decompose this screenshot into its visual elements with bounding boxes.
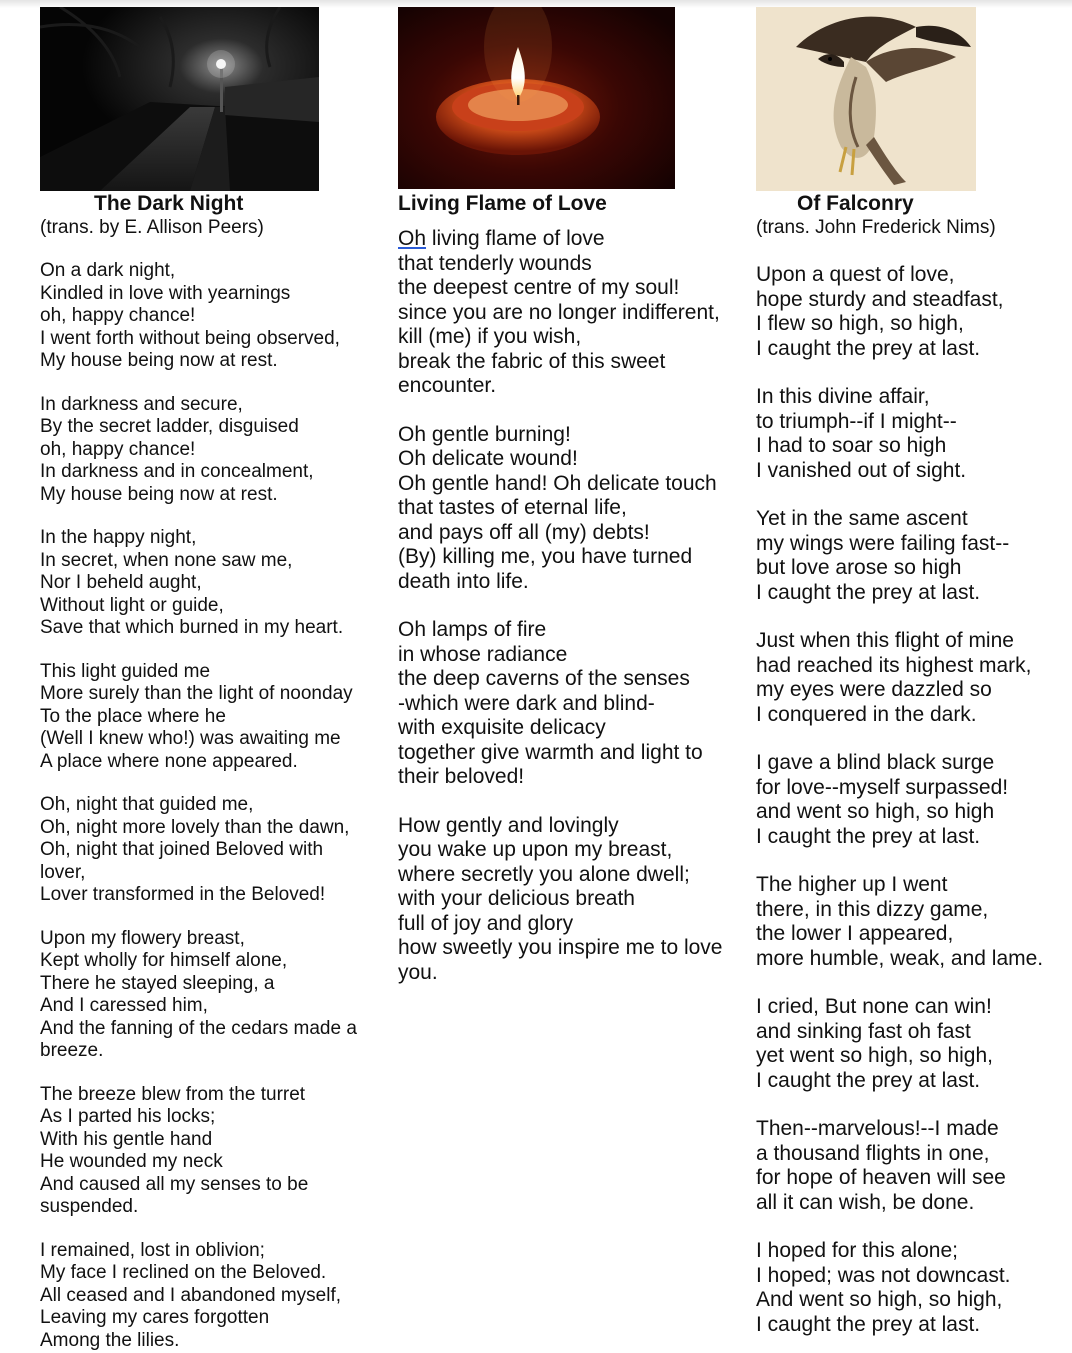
- poem-line: for love--myself surpassed!: [756, 775, 1009, 799]
- poem-line: Lover transformed in the Beloved!: [40, 884, 326, 905]
- poem-line: I hoped for this alone;: [756, 1239, 958, 1262]
- poem-line: (Well I knew who!) was awaiting me: [40, 728, 341, 749]
- poem-line: that tastes of eternal life,: [398, 496, 627, 519]
- poem-line: Oh, night that joined Beloved with: [40, 839, 324, 860]
- poem-line: My house being now at rest.: [40, 483, 278, 505]
- stanza: [398, 618, 743, 790]
- translator-credit: (trans. by E. Allison Peers): [40, 217, 264, 238]
- poem-line: how sweetly you inspire me to love: [398, 936, 723, 959]
- poem-line: where secretly you alone dwell;: [398, 862, 690, 886]
- poem-line: break the fabric of this sweet: [398, 349, 666, 373]
- poem-line: To the place where he: [40, 705, 226, 727]
- stanza: [40, 394, 380, 507]
- poem-line: you wake up upon my breast,: [398, 838, 673, 861]
- poem-line: and sinking fast oh fast: [756, 1019, 971, 1043]
- first-line-rest: living flame of love: [426, 227, 605, 250]
- poem-line: yet went so high, so high,: [756, 1044, 993, 1067]
- poem-line: all it can wish, be done.: [756, 1190, 975, 1214]
- poem-line: Just when this flight of mine: [756, 629, 1014, 652]
- poem-line: I caught the prey at last.: [756, 580, 981, 604]
- poem-line: With his gentle hand: [40, 1128, 213, 1150]
- poem-line: There he stayed sleeping, a: [40, 972, 275, 994]
- poem-line: I flew so high, so high,: [756, 312, 964, 335]
- poem-line: since you are no longer indifferent,: [398, 300, 720, 324]
- stanza: [756, 507, 1061, 605]
- poem-title: Of Falconry: [797, 192, 914, 215]
- stanza: [40, 794, 380, 907]
- falcon-illustration: [756, 7, 976, 191]
- poem-line: that tenderly wounds: [398, 251, 592, 275]
- poem-line: -which were dark and blind-: [398, 691, 655, 715]
- poem-line: Oh delicate wound!: [398, 447, 578, 470]
- poem-line: (By) killing me, you have turned: [398, 545, 693, 568]
- poem-line: kill (me) if you wish,: [398, 325, 582, 348]
- poem-line: Kept wholly for himself alone,: [40, 950, 288, 971]
- poem-line: The higher up I went: [756, 873, 948, 896]
- stanza: [756, 385, 1061, 483]
- candle-flame-bowl-photo: [398, 7, 675, 189]
- poem-line: in whose radiance: [398, 642, 568, 666]
- poem-line: I had to soar so high: [756, 434, 947, 457]
- poem-line: together give warmth and light to: [398, 740, 703, 764]
- poem-line: the deep caverns of the senses: [398, 667, 690, 690]
- poem-line: Upon my flowery breast,: [40, 927, 245, 949]
- poem-line: Leaving my cares forgotten: [40, 1307, 270, 1328]
- poem-line: full of joy and glory: [398, 911, 574, 935]
- poem-line: and went so high, so high: [756, 800, 995, 823]
- poem-title: The Dark Night: [94, 192, 244, 215]
- poem-line: And the fanning of the cedars made a: [40, 1017, 357, 1039]
- poem-line: Oh lamps of fire: [398, 618, 547, 641]
- poem-line: but love arose so high: [756, 556, 962, 579]
- poem-line: death into life.: [398, 569, 529, 593]
- poem-line: In secret, when none saw me,: [40, 549, 293, 571]
- poem-line: the lower I appeared,: [756, 922, 954, 945]
- poem-line: Kindled in love with yearnings: [40, 282, 291, 304]
- poem-line: Oh gentle hand! Oh delicate touch: [398, 471, 717, 495]
- stanza: [40, 1240, 380, 1353]
- poem-line: And I caressed him,: [40, 995, 208, 1016]
- poem-line: the deepest centre of my soul!: [398, 276, 680, 299]
- poem-line: their beloved!: [398, 765, 525, 788]
- stanza: [40, 260, 380, 373]
- poem-line: I caught the prey at last.: [756, 1068, 981, 1092]
- poem-line: This light guided me: [40, 660, 211, 682]
- poem-line: Yet in the same ascent: [756, 507, 968, 530]
- poem-line: for hope of heaven will see: [756, 1166, 1006, 1189]
- stanza: [756, 263, 1061, 361]
- poem-line: How gently and lovingly: [398, 813, 619, 837]
- poem-line: By the secret ladder, disguised: [40, 416, 299, 437]
- stanza: [756, 873, 1061, 971]
- poem-line: As I parted his locks;: [40, 1106, 216, 1127]
- poem-line: And caused all my senses to be: [40, 1173, 309, 1195]
- poem-body: [398, 252, 743, 986]
- poem-line: On a dark night,: [40, 260, 176, 281]
- poem-line: I went forth without being observed,: [40, 327, 340, 349]
- poem-line: hope sturdy and steadfast,: [756, 287, 1004, 311]
- poem-line: My house being now at rest.: [40, 350, 278, 371]
- poem-line: A place where none appeared.: [40, 750, 298, 772]
- poem-line: I caught the prey at last.: [756, 336, 981, 360]
- poem-line: More surely than the light of noonday: [40, 683, 353, 704]
- poem-living-flame: [398, 7, 743, 985]
- first-line: [398, 227, 743, 252]
- poem-line: I gave a blind black surge: [756, 751, 995, 774]
- poem-line: I caught the prey at last.: [756, 1312, 981, 1336]
- poem-line: In darkness and in concealment,: [40, 461, 314, 482]
- poem-line: The breeze blew from the turret: [40, 1083, 306, 1105]
- poem-line: In the happy night,: [40, 527, 197, 548]
- stanza: [40, 661, 380, 774]
- poem-line: you.: [398, 960, 438, 984]
- stanza: [756, 1117, 1061, 1215]
- poem-line: oh, happy chance!: [40, 438, 196, 460]
- poem-line: Nor I beheld aught,: [40, 572, 202, 593]
- poem-line: I remained, lost in oblivion;: [40, 1239, 265, 1261]
- poem-line: Upon a quest of love,: [756, 263, 955, 286]
- poem-line: with exquisite delicacy: [398, 716, 606, 739]
- poem-line: I conquered in the dark.: [756, 702, 977, 726]
- poem-dark-night: [40, 7, 380, 1352]
- poem-line: Oh, night that guided me,: [40, 794, 254, 815]
- poem-line: more humble, weak, and lame.: [756, 946, 1044, 970]
- poem-line: to triumph--if I might--: [756, 409, 957, 433]
- stanza: [398, 252, 743, 399]
- poem-line: All ceased and I abandoned myself,: [40, 1284, 342, 1306]
- poem-line: My face I reclined on the Beloved.: [40, 1262, 327, 1283]
- poem-line: breeze.: [40, 1040, 104, 1061]
- stanza: [40, 1084, 380, 1219]
- poem-line: I hoped; was not downcast.: [756, 1263, 1011, 1287]
- poem-line: lover,: [40, 861, 86, 883]
- poem-line: I caught the prey at last.: [756, 824, 981, 848]
- poem-line: Save that which burned in my heart.: [40, 617, 344, 638]
- stanza: [40, 928, 380, 1063]
- poem-line: with your delicious breath: [398, 887, 635, 910]
- poem-line: suspended.: [40, 1196, 139, 1217]
- poem-title: Living Flame of Love: [398, 192, 607, 215]
- night-lane-lamp-photo: [40, 7, 319, 191]
- poem-line: And went so high, so high,: [756, 1288, 1003, 1311]
- poem-line: my eyes were dazzled so: [756, 678, 992, 701]
- poem-line: Then--marvelous!--I made: [756, 1117, 999, 1140]
- stanza: [398, 423, 743, 595]
- poem-line: encounter.: [398, 374, 497, 397]
- stanza: [398, 814, 743, 986]
- translator-credit: (trans. John Frederick Nims): [756, 217, 996, 238]
- stanza: [756, 629, 1061, 727]
- poem-body: [40, 260, 380, 1352]
- stanza: [756, 751, 1061, 849]
- poem-falconry: [756, 7, 1061, 1337]
- poem-line: I vanished out of sight.: [756, 458, 967, 482]
- stanza: [756, 1239, 1061, 1337]
- stanza: [40, 527, 380, 640]
- stanza: [756, 995, 1061, 1093]
- poem-body: [756, 263, 1061, 1337]
- poem-line: Oh gentle burning!: [398, 422, 571, 446]
- poem-line: there, in this dizzy game,: [756, 897, 989, 921]
- poem-line: my wings were failing fast--: [756, 531, 1010, 555]
- poem-line: oh, happy chance!: [40, 305, 196, 326]
- poem-line: In darkness and secure,: [40, 393, 243, 415]
- poem-line: In this divine affair,: [756, 385, 930, 408]
- poem-line: Among the lilies.: [40, 1329, 180, 1351]
- first-word: Oh: [398, 227, 427, 250]
- poem-line: He wounded my neck: [40, 1151, 223, 1172]
- poem-line: a thousand flights in one,: [756, 1141, 990, 1165]
- poem-line: Without light or guide,: [40, 594, 224, 616]
- poem-line: I cried, But none can win!: [756, 995, 992, 1018]
- poem-line: and pays off all (my) debts!: [398, 520, 650, 544]
- poem-line: Oh, night more lovely than the dawn,: [40, 816, 350, 838]
- poem-line: had reached its highest mark,: [756, 653, 1032, 677]
